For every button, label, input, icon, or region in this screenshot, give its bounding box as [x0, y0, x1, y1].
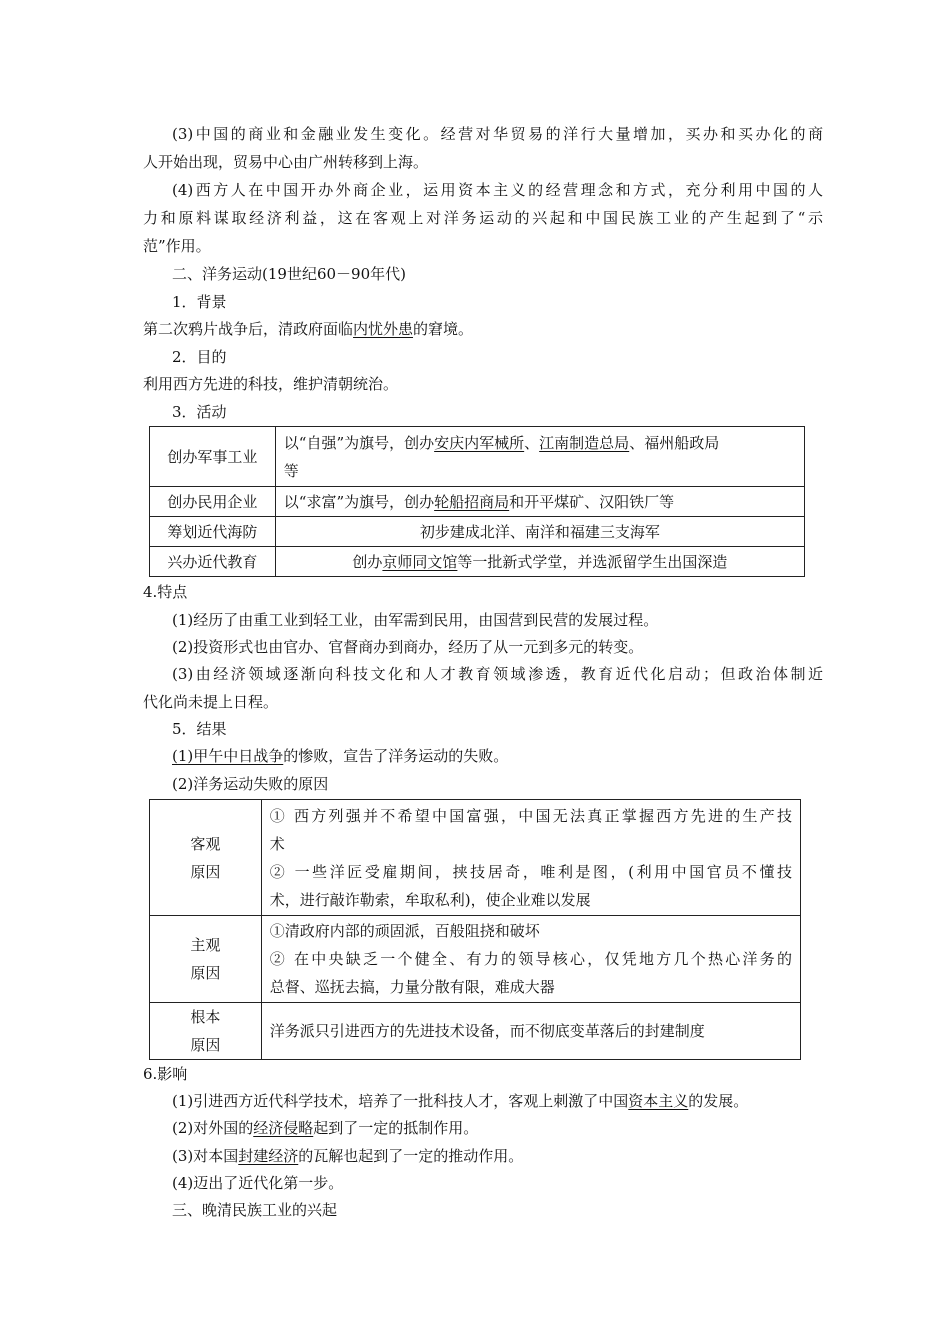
table-row: [150, 1003, 801, 1060]
result-item: (1)甲午中日战争的惨败，宣告了洋务运动的失败。: [172, 747, 509, 765]
impact-item: (4)迈出了近代化第一步。: [172, 1174, 344, 1192]
table-cell: 初步建成北洋、南洋和福建三支海军: [275, 517, 804, 547]
underlined-term: 封建经济: [238, 1147, 299, 1165]
background-text: 第二次鸦片战争后，清政府面临内忧外患的窘境。: [143, 320, 474, 338]
table-cell-label: 根本 原因: [150, 1003, 262, 1060]
table-cell: 以“求富”为旗号，创办轮船招商局和开平煤矿、汉阳铁厂等: [275, 487, 804, 517]
table-cell-label: 筹划近代海防: [150, 517, 276, 547]
subheading-features: 4.特点: [143, 583, 188, 601]
impact-item: (1)引进西方近代科学技术，培养了一批科技人才，客观上刺激了中国资本主义的发展。: [172, 1092, 749, 1110]
underlined-term: 京师同文馆: [382, 552, 458, 571]
subheading-result: 5．结果: [172, 720, 227, 738]
result-item: (2)洋务运动失败的原因: [172, 775, 329, 793]
table-row: [150, 487, 805, 517]
table-row: [150, 427, 805, 487]
table-row: [150, 517, 805, 547]
section-heading: 三、晚清民族工业的兴起: [172, 1201, 338, 1219]
table-row: [150, 800, 801, 916]
table-row: [150, 916, 801, 1003]
underlined-term: (1)甲午中日战争: [172, 747, 284, 765]
paragraph-line: (4)西方人在中国开办外商企业，运用资本主义的经营理念和方式，充分利用中国的人: [172, 181, 823, 199]
underlined-term: 经济侵略: [253, 1119, 314, 1137]
underlined-term: 轮船招商局: [434, 492, 510, 511]
table-cell-label: 创办军事工业: [150, 427, 276, 487]
subheading-impact: 6.影响: [143, 1065, 188, 1083]
goal-text: 利用西方先进的科技，维护清朝统治。: [143, 375, 399, 393]
feature-item: (2)投资形式也由官办、官督商办到商办，经历了从一元到多元的转变。: [172, 638, 644, 656]
subheading-background: 1．背景: [172, 293, 227, 311]
feature-item: (1)经历了由重工业到轻工业，由军需到民用，由国营到民营的发展过程。: [172, 611, 659, 629]
failure-causes-table: [149, 799, 801, 1060]
underlined-term: 安庆内军械所: [434, 433, 525, 452]
subheading-activities: 3．活动: [172, 403, 227, 421]
activity-table: [149, 426, 805, 577]
table-cell: 创办京师同文馆等一批新式学堂，并选派留学生出国深造: [275, 547, 804, 577]
section-heading: 二、洋务运动(19世纪60－90年代): [172, 265, 406, 283]
impact-item: (3)对本国封建经济的瓦解也起到了一定的推动作用。: [172, 1147, 524, 1165]
paragraph-line: (3)中国的商业和金融业发生变化。经营对华贸易的洋行大量增加，买办和买办化的商: [172, 125, 823, 143]
subheading-goal: 2．目的: [172, 348, 227, 366]
underlined-term: 内忧外患: [353, 320, 414, 338]
table-cell-label: 创办民用企业: [150, 487, 276, 517]
feature-item: (3)由经济领域逐渐向科技文化和人才教育领域渗透，教育近代化启动；但政治体制近: [172, 665, 823, 683]
table-row: [150, 547, 805, 577]
paragraph-line: 力和原料谋取经济利益，这在客观上对洋务运动的兴起和中国民族工业的产生起到了“示: [143, 209, 823, 227]
table-cell: ①清政府内部的顽固派，百般阻挠和破坏 ② 在中央缺乏一个健全、有力的领导核心，仅凭地方几个热心洋务的 总督、巡抚去搞，力量分散有限，难成大器: [261, 916, 800, 1003]
table-cell-label: 兴办近代教育: [150, 547, 276, 577]
table-cell-label: 客观 原因: [150, 800, 262, 916]
paragraph-line: 范”作用。: [143, 237, 211, 255]
table-cell: 洋务派只引进西方的先进技术设备，而不彻底变革落后的封建制度: [261, 1003, 800, 1060]
feature-item: 代化尚未提上日程。: [143, 693, 279, 711]
paragraph-line: 人开始出现，贸易中心由广州转移到上海。: [143, 153, 429, 171]
table-cell: ① 西方列强并不希望中国富强，中国无法真正掌握西方先进的生产技 术 ② 一些洋匠受雇期间，挟技居奇，唯利是图，(利用中国官员不懂技 术，进行敲诈勒索，牟取私利)，使企业难以发展: [261, 800, 800, 916]
impact-item: (2)对外国的经济侵略起到了一定的抵制作用。: [172, 1119, 479, 1137]
table-cell-label: 主观 原因: [150, 916, 262, 1003]
underlined-term: 资本主义: [628, 1092, 689, 1110]
underlined-term: 江南制造总局: [539, 433, 630, 452]
table-cell: 以“自强”为旗号，创办安庆内军械所、江南制造总局、福州船政局 等: [275, 427, 804, 487]
